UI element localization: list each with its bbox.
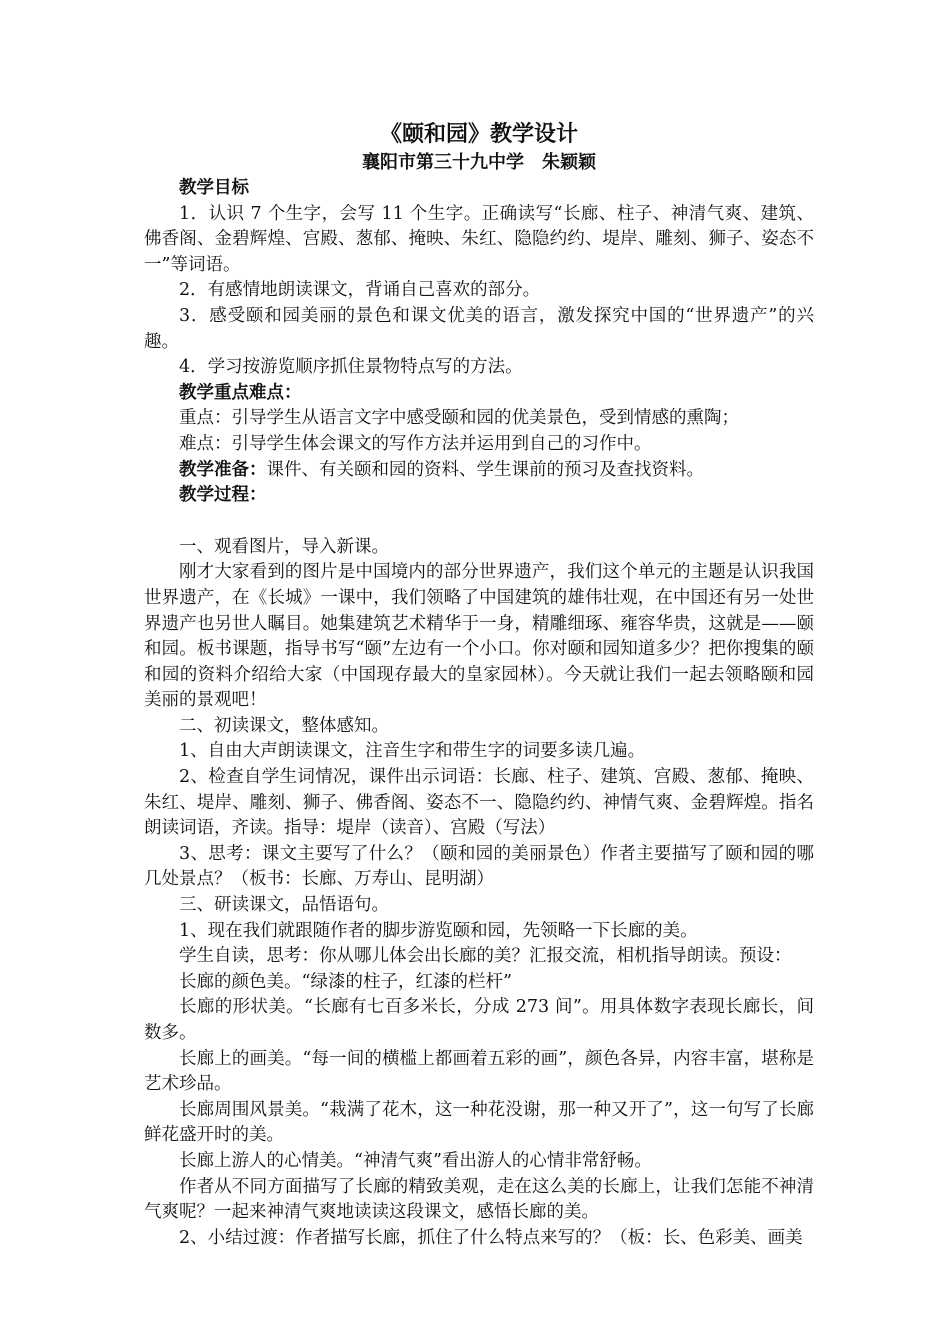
process-paragraph: 一、观看图片，导入新课。 bbox=[179, 536, 389, 557]
blank-line bbox=[144, 509, 814, 535]
preparation-text: 课件、有关颐和园的资料、学生课前的预习及查找资料。 bbox=[266, 459, 704, 480]
document-page bbox=[144, 118, 814, 1251]
objective-item: 3．感受颐和园美丽的景色和课文优美的语言，激发探究中国的“世界遗产”的兴趣。 bbox=[144, 305, 814, 352]
process-heading: 教学过程： bbox=[179, 485, 267, 506]
preparation-label: 教学准备： bbox=[179, 459, 267, 480]
objective-item: 1．认识 7 个生字，会写 11 个生字。正确读写“长廊、柱子、神清气爽、建筑、佛香阁、金碧辉煌、宫殿、葱郁、掩映、朱红、隐隐约约、堤岸、雕刻、狮子、姿态不一”等词语。 bbox=[144, 203, 814, 275]
process-paragraph: 长廊的形状美。“长廊有七百多米长，分成 273 间”。用具体数字表现长廊长，间数多。 bbox=[144, 997, 814, 1043]
author-line: 襄阳市第三十九中学 朱颖颖 bbox=[362, 152, 596, 173]
process-paragraph: 作者从不同方面描写了长廊的精致美观，走在这么美的长廊上，让我们怎能不神清气爽呢？一起来神清气爽地读读这段课文，感悟长廊的美。 bbox=[144, 1176, 814, 1223]
process-paragraph: 2、小结过渡：作者描写长廊，抓住了什么特点来写的？（板：长、色彩美、画美 bbox=[179, 1227, 803, 1248]
objective-item: 2．有感情地朗读课文，背诵自己喜欢的部分。 bbox=[179, 280, 541, 301]
preparation bbox=[144, 458, 814, 484]
objectives-heading: 教学目标 bbox=[179, 178, 249, 198]
process-paragraph: 1、现在我们就跟随作者的脚步游览颐和园，先领略一下长廊的美。 bbox=[179, 920, 698, 941]
process-paragraph: 刚才大家看到的图片是中国境内的部分世界遗产，我们这个单元的主题是认识我国世界遗产，在《长城》一课中，我们领略了中国建筑的雄伟壮观，在中国还有另一处世界遗产也另世人瞩目。她集建筑艺术精华于一身，精雕细琢、雍容华贵，这就是——颐和园。板书课题，指导书写“颐”左边有一个小口。你对颐和园知道多少？把你搜集的颐和园的资料介绍给大家（中国现存最大的皇家园林）。今天就让我们一起去领略颐和园美丽的景观吧！ bbox=[144, 562, 814, 711]
process-paragraph: 学生自读，思考：你从哪儿体会出长廊的美？汇报交流，相机指导朗读。预设： bbox=[179, 946, 792, 967]
process-paragraph: 长廊上的画美。“每一间的横槛上都画着五彩的画”，颜色各异，内容丰富，堪称是艺术珍品。 bbox=[144, 1048, 814, 1095]
difficult-point: 难点：引导学生体会课文的写作方法并运用到自己的习作中。 bbox=[179, 433, 652, 454]
key-points-heading: 教学重点难点： bbox=[179, 382, 302, 403]
process-paragraph: 长廊上游人的心情美。“神清气爽”看出游人的心情非常舒畅。 bbox=[179, 1150, 652, 1171]
process-paragraph: 二、初读课文，整体感知。 bbox=[179, 715, 389, 736]
process-paragraph: 长廊周围风景美。“栽满了花木，这一种花没谢，那一种又开了”，这一句写了长廊鲜花盛开时的美。 bbox=[144, 1099, 814, 1146]
process-paragraph: 3、思考：课文主要写了什么？（颐和园的美丽景色）作者主要描写了颐和园的哪几处景点？（板书：长廊、万寿山、昆明湖） bbox=[144, 843, 814, 890]
process-paragraph: 长廊的颜色美。“绿漆的柱子，红漆的栏杆” bbox=[179, 971, 512, 992]
process-paragraph: 2、检查自学生词情况，课件出示词语：长廊、柱子、建筑、宫殿、葱郁、掩映、朱红、堤岸、雕刻、狮子、佛香阁、姿态不一、隐隐约约、神情气爽、金碧辉煌。指名朗读词语，齐读。指导：堤岸（读音）、宫殿（写法） bbox=[144, 767, 814, 839]
process-paragraph: 1、自由大声朗读课文，注音生字和带生字的词要多读几遍。 bbox=[179, 741, 646, 762]
document-title: 《颐和园》教学设计 bbox=[379, 121, 578, 147]
process-paragraph: 三、研读课文，品悟语句。 bbox=[179, 895, 389, 916]
objective-item: 4．学习按游览顺序抓住景物特点写的方法。 bbox=[179, 357, 523, 378]
key-point: 重点：引导学生从语言文字中感受颐和园的优美景色，受到情感的熏陶； bbox=[179, 408, 739, 429]
